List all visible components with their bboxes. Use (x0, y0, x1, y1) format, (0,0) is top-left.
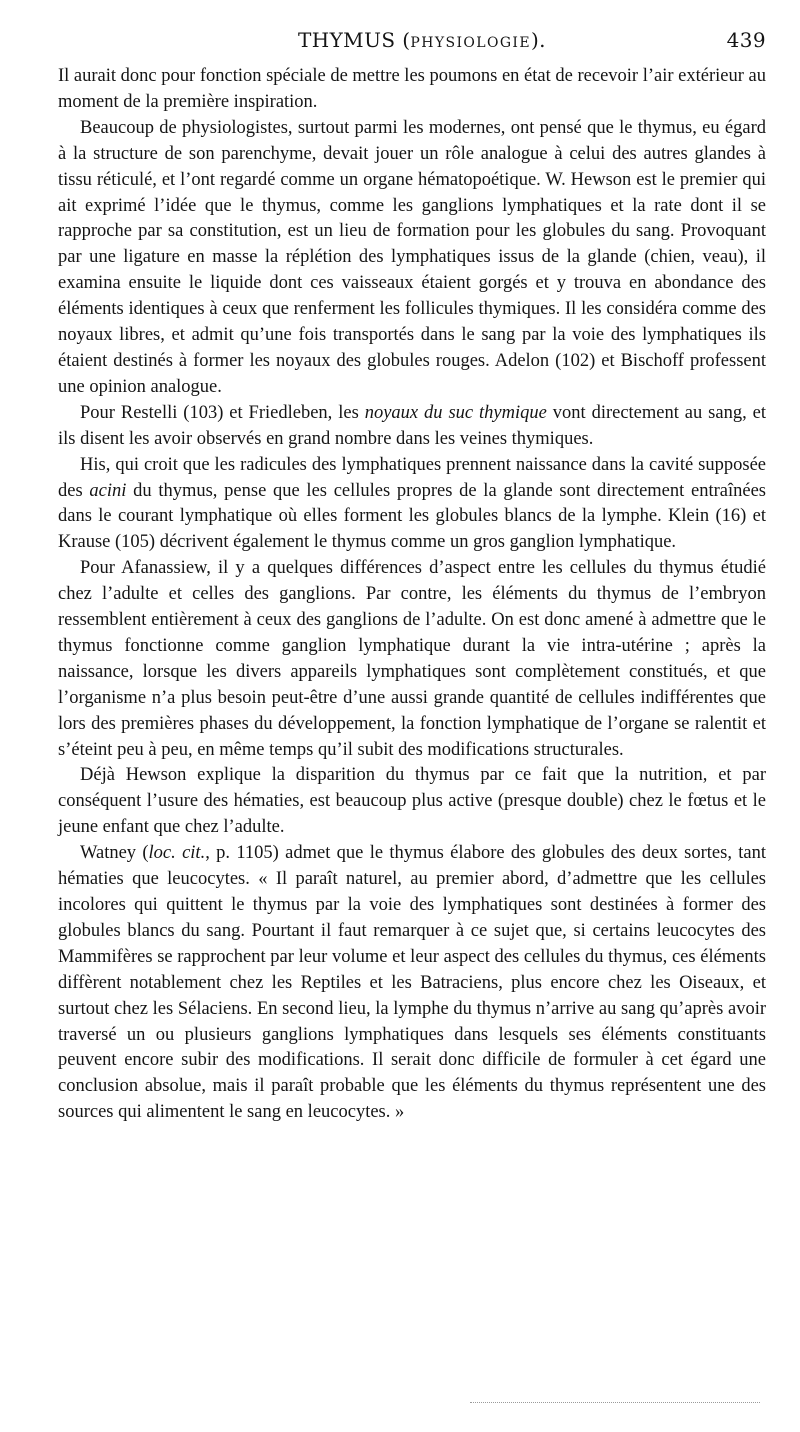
text-run: Watney ( (80, 843, 149, 864)
text-run: du thymus, pense que les cellules propres de la glande sont directement entraînées dans le courant lymphatique où elles forment les globules blancs de la lymphe. Klein (16) et Krause (105) décrivent également le thymus comme un gros ganglion lymphatique. (58, 480, 766, 553)
text-run: Pour Afanassiew, il y a quelques différences d’aspect entre les cellules du thymus étudié chez l’adulte et celles des ganglions. Par contre, les éléments du thymus de l’embryon ressemblent entièrement à ceux des ganglions de l’adulte. On est donc amené à admettre que le thymus fonctionne comme ganglion lymphatique durant la vie intra-utérine ; après la naissance, lorsque les divers appareils lymphatiques sont complètement constitués, et que l’organisme n’a plus besoin peut-être d’une aussi grande quantité de cellules indifférentes que lors des premières phases du développement, la fonction lymphatique de l’organe se ralentit et s’éteint peu à peu, en même temps qu’il subit des modifications structurales. (58, 558, 766, 760)
paragraph-1 (58, 64, 766, 116)
running-title-paren-close: ). (530, 28, 546, 52)
text-run: Pour Restelli (103) et Friedleben, les (80, 402, 365, 423)
text-run: Déjà Hewson explique la disparition du thymus par ce fait que la nutrition, et par conséquent l’usure des hématies, est beaucoup plus active (presque double) chez le fœtus et le jeune enfant que chez l’adulte. (58, 765, 766, 838)
running-title-main: THYMUS (298, 28, 396, 52)
italic-phrase: noyaux du suc thymique (364, 402, 547, 423)
book-page (58, 28, 766, 1126)
running-head (58, 28, 766, 64)
running-title-subtitle: PHYSIOLOGIE (410, 35, 531, 51)
text-run: His, qui croit que les radicules des lymphatiques prennent naissance dans la cavité supposée des (58, 454, 766, 501)
page-number: 439 (726, 28, 766, 52)
text-run: Il aurait donc pour fonction spéciale de mettre les poumons en état de recevoir l’air extérieur au moment de la première inspiration. (58, 66, 766, 112)
italic-phrase: acini (89, 480, 127, 501)
text-run: , p. 1105) admet que le thymus élabore des globules des deux sortes, tant hématies que leucocytes. « Il paraît naturel, au premier abord, d’admettre que les cellules incolores qui quittent le thymus par la voie des lymphatiques sont destinées à former des globules blancs du sang. Pourtant il faut remarquer à ce sujet que, si certains leucocytes des Mammifères se rapprochent par leur volume et leur aspect des cellules du thymus, ces éléments diffèrent notablement chez les Reptiles et les Batraciens, plus encore chez les Oiseaux, et surtout chez les Sélaciens. En second lieu, la lymphe du thymus n’arrive au sang qu’après avoir traversé un ou plusieurs ganglions lymphatiques dans lesquels ses éléments constituants peuvent encore subir des modifications. Il serait donc difficile de formuler à cet égard une conclusion absolue, mais il paraît probable que les éléments du thymus représentent une des sources qui alimentent le sang en leucocytes. » (58, 843, 767, 1123)
paragraph-7 (58, 841, 766, 1126)
text-run: Beaucoup de physiologistes, surtout parmi les modernes, ont pensé que le thymus, eu égard à la structure de son parenchyme, devait jouer un rôle analogue à celui des autres glandes à tissu réticulé, et l’ont regardé comme un organe hématopoétique. W. Hewson est le premier qui ait exprimé l’idée que le thymus, comme les ganglions lymphatiques et la rate dont il se rapproche par sa constitution, est un lieu de formation pour les globules du sang. Provoquant par une ligature en masse la réplétion des lymphatiques issus de la glande (chien, veau), il examina ensuite le liquide dont ces vaisseaux étaient gorgés et y trouva en abondance des éléments identiques à ceux que renferment les follicules thymiques. Il les considéra comme des noyaux libres, et admit qu’une fois transportés dans le sang par la voie des lymphatiques ils étaient destinés à former les noyaux des globules rouges. Adelon (102) et Bischoff professent une opinion analogue. (58, 117, 766, 397)
paragraph-3 (58, 401, 766, 453)
running-title-paren-open: ( (402, 28, 411, 52)
footer-rule (470, 1402, 760, 1403)
paragraph-4 (58, 453, 766, 557)
text-run: vont directement au sang, et ils disent les avoir observés en grand nombre dans les veines thymiques. (58, 402, 766, 449)
paragraph-6 (58, 763, 766, 841)
paragraph-5 (58, 556, 766, 763)
running-title (298, 28, 546, 52)
italic-phrase: loc. cit. (148, 843, 206, 864)
paragraph-2 (58, 116, 766, 401)
body-text (58, 64, 766, 1126)
